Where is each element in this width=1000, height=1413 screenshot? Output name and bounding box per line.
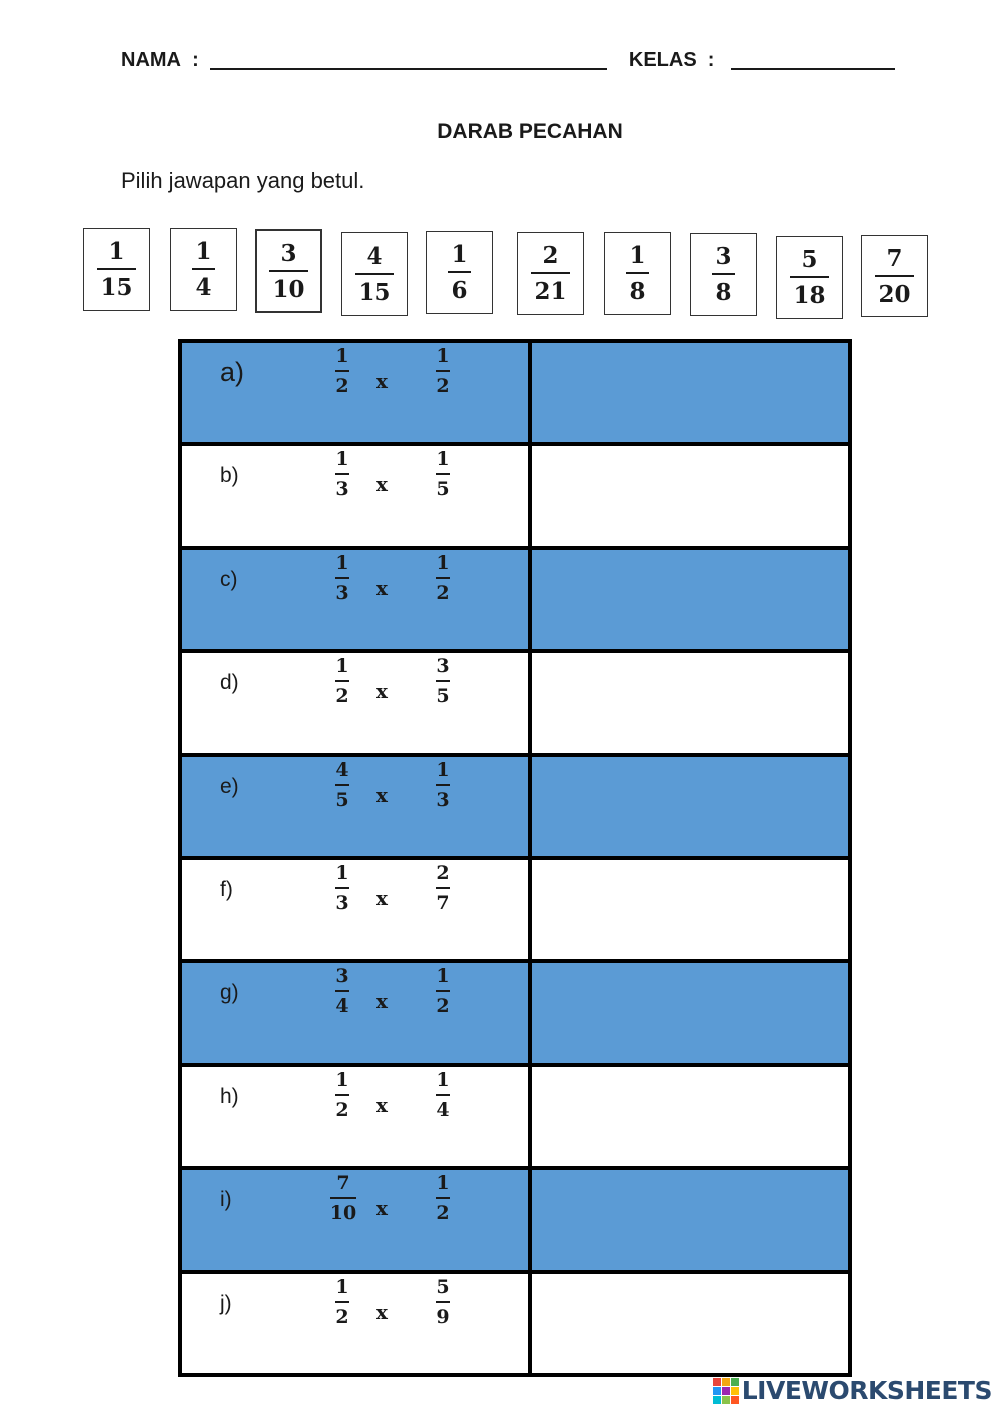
fraction: $\frac{1}{4}$	[192, 240, 214, 299]
question-cell	[180, 755, 530, 858]
fraction: $\frac{4}{15}$	[355, 245, 393, 304]
name-field[interactable]	[210, 48, 607, 70]
answer-option[interactable]	[341, 232, 408, 316]
question-label: b)	[220, 464, 239, 488]
fraction: $\frac{5}{18}$	[790, 248, 828, 307]
fraction: $\frac{1}{6}$	[448, 243, 470, 302]
fraction: $\frac{1}{5}$	[436, 448, 450, 501]
question-label: j)	[220, 1291, 232, 1315]
answer-dropzone[interactable]	[530, 548, 850, 651]
worksheet-title: DARAB PECAHAN	[437, 120, 623, 143]
class-field[interactable]	[731, 48, 895, 70]
table-row	[180, 1168, 850, 1271]
question-label: f)	[220, 877, 233, 901]
question-label: c)	[220, 567, 238, 591]
fraction: $\frac{1}{3}$	[335, 448, 349, 501]
fraction: $\frac{1}{2}$	[436, 965, 450, 1018]
answer-dropzone[interactable]	[530, 1065, 850, 1168]
question-label: d)	[220, 671, 239, 695]
fraction: $\frac{1}{2}$	[436, 345, 450, 397]
answer-option[interactable]	[255, 229, 322, 313]
table-row	[180, 651, 850, 754]
answer-dropzone[interactable]	[530, 1168, 850, 1271]
fraction: $\frac{1}{2}$	[436, 551, 450, 604]
fraction: $\frac{2}{21}$	[531, 244, 569, 303]
question-cell	[180, 858, 530, 961]
table-row	[180, 341, 850, 444]
fraction: $\frac{1}{2}$	[335, 1275, 349, 1328]
fraction: $\frac{1}{8}$	[626, 244, 648, 303]
answer-dropzone[interactable]	[530, 444, 850, 547]
fraction: $\frac{1}{3}$	[335, 551, 349, 604]
answer-option[interactable]	[604, 232, 671, 315]
fraction: $\frac{1}{2}$	[335, 655, 349, 708]
answer-dropzone[interactable]	[530, 858, 850, 961]
multiply-sign: x	[376, 472, 388, 497]
table-row	[180, 444, 850, 547]
fraction: $\frac{7}{10}$	[329, 1172, 357, 1225]
instruction-text: Pilih jawapan yang betul.	[121, 168, 365, 193]
multiply-sign: x	[376, 369, 388, 393]
fraction: $\frac{3}{10}$	[269, 242, 307, 301]
student-info-line: NAMA : KELAS :	[121, 48, 895, 72]
question-label: i)	[220, 1188, 232, 1212]
answer-option[interactable]	[517, 232, 584, 315]
answer-dropzone[interactable]	[530, 755, 850, 858]
answer-dropzone[interactable]	[530, 651, 850, 754]
fraction: $\frac{1}{3}$	[335, 861, 349, 914]
table-row	[180, 755, 850, 858]
fraction: $\frac{4}{5}$	[335, 758, 349, 811]
table-row	[180, 961, 850, 1064]
question-label: a)	[220, 357, 245, 387]
question-label: g)	[220, 981, 239, 1005]
multiply-sign: x	[376, 575, 388, 600]
fraction: $\frac{1}{15}$	[97, 240, 135, 299]
question-cell	[180, 1272, 530, 1375]
table-row	[180, 548, 850, 651]
fraction: $\frac{1}{2}$	[436, 1172, 450, 1225]
fraction: $\frac{1}{2}$	[335, 1068, 349, 1121]
fraction: $\frac{3}{4}$	[335, 965, 349, 1018]
multiply-sign: x	[376, 1299, 388, 1324]
question-cell	[180, 444, 530, 547]
fraction: $\frac{3}{5}$	[436, 655, 450, 708]
answer-dropzone[interactable]	[530, 341, 850, 444]
question-table	[178, 339, 852, 1377]
table-row	[180, 858, 850, 961]
multiply-sign: x	[376, 989, 388, 1014]
question-cell	[180, 1065, 530, 1168]
name-label: NAMA	[121, 49, 181, 71]
answer-option[interactable]	[776, 236, 843, 319]
answer-option[interactable]	[690, 233, 757, 316]
fraction: $\frac{1}{3}$	[436, 758, 450, 811]
table-row	[180, 1272, 850, 1375]
answer-dropzone[interactable]	[530, 961, 850, 1064]
multiply-sign: x	[376, 1092, 388, 1117]
answer-option[interactable]	[170, 228, 237, 311]
liveworksheets-logo	[713, 1376, 992, 1405]
question-label: e)	[220, 774, 239, 798]
question-cell	[180, 651, 530, 754]
multiply-sign: x	[376, 1196, 388, 1221]
answer-option[interactable]	[861, 235, 928, 317]
fraction: $\frac{1}{4}$	[436, 1068, 450, 1121]
question-label: h)	[220, 1084, 239, 1108]
question-cell	[180, 1168, 530, 1271]
class-label: KELAS	[628, 49, 697, 71]
fraction: $\frac{7}{20}$	[875, 247, 913, 306]
multiply-sign: x	[376, 782, 388, 807]
fraction: $\frac{5}{9}$	[436, 1275, 450, 1328]
answer-option[interactable]	[426, 231, 493, 314]
logo-blocks-icon	[713, 1378, 739, 1404]
answer-option[interactable]	[83, 228, 150, 311]
fraction: $\frac{3}{8}$	[712, 245, 734, 304]
brand-text: LIVEWORKSHEETS	[741, 1376, 992, 1405]
question-cell	[180, 341, 530, 444]
answer-dropzone[interactable]	[530, 1272, 850, 1375]
multiply-sign: x	[376, 885, 388, 910]
table-row	[180, 1065, 850, 1168]
question-cell	[180, 548, 530, 651]
fraction: $\frac{1}{2}$	[335, 345, 349, 397]
question-cell	[180, 961, 530, 1064]
fraction: $\frac{2}{7}$	[436, 861, 450, 914]
multiply-sign: x	[376, 679, 388, 704]
